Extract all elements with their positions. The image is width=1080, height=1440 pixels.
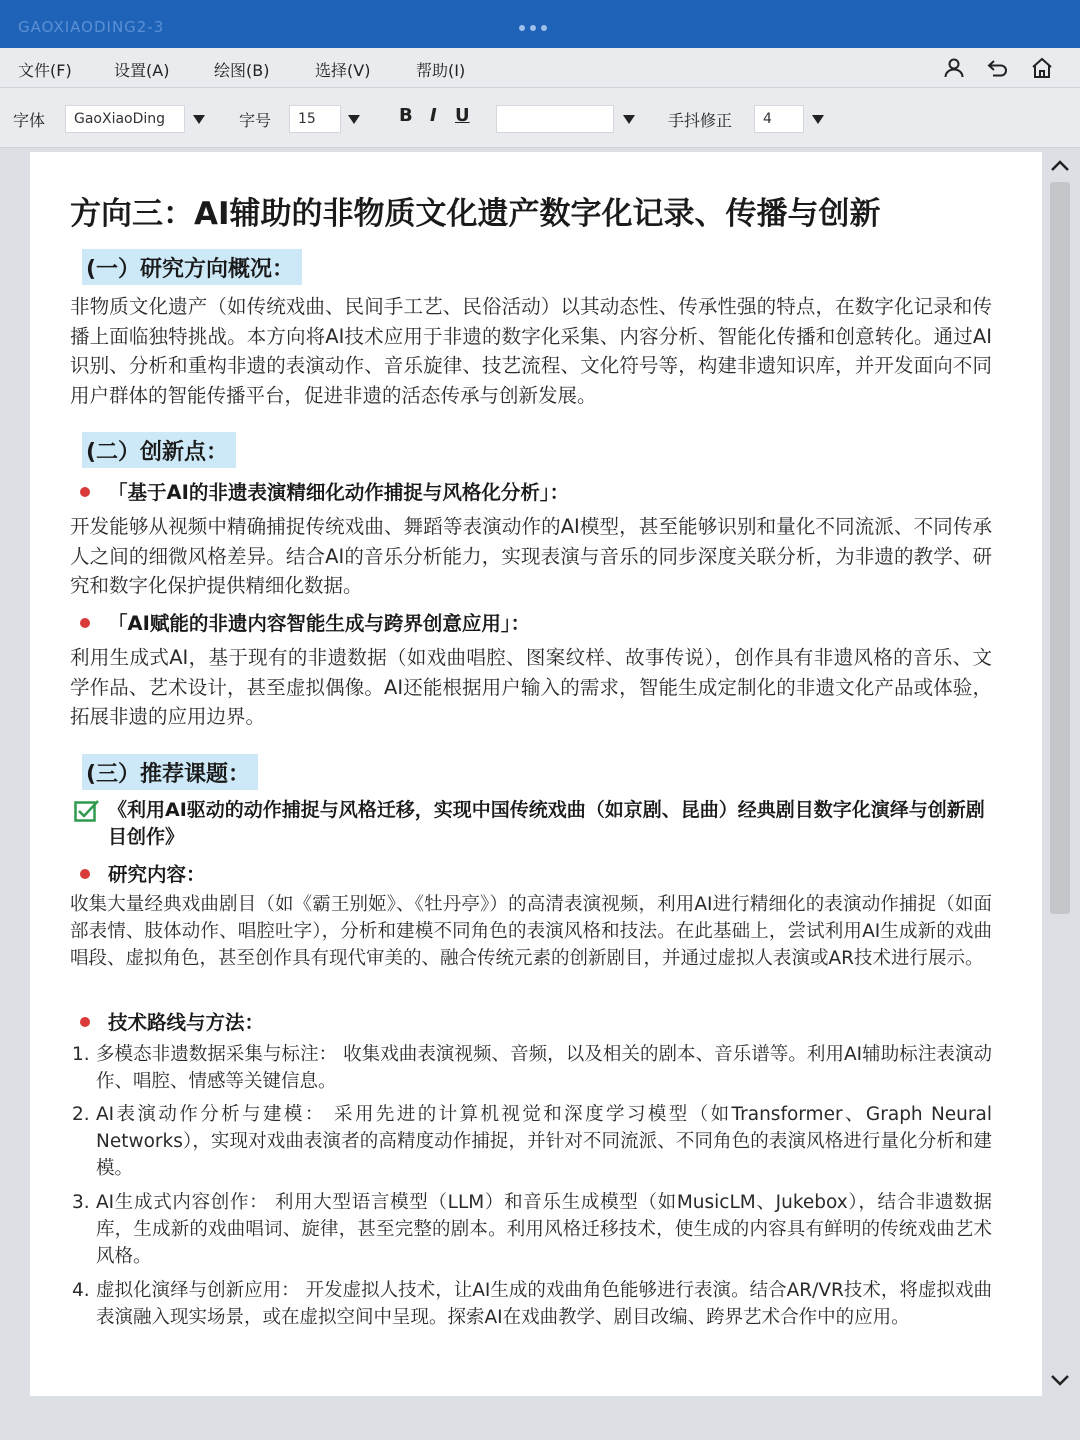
research-content-heading: 研究内容： bbox=[80, 859, 206, 887]
bullet-icon bbox=[80, 618, 90, 628]
section-heading-topics: (三）推荐课题： bbox=[82, 754, 258, 790]
window-title: GAOXIAODING2-3 bbox=[18, 18, 165, 36]
menu-help[interactable]: 帮助(I) bbox=[416, 61, 466, 80]
section-heading-innovation: (二）创新点： bbox=[82, 432, 236, 468]
bullet-icon bbox=[80, 869, 90, 879]
size-label: 字号 bbox=[239, 111, 272, 130]
page-title: 方向三：AI辅助的非物质文化遗产数字化记录、传播与创新 bbox=[70, 196, 881, 232]
method-heading: 技术路线与方法： bbox=[80, 1007, 264, 1035]
innovation-point-2: 「AI赋能的非遗内容智能生成与跨界创意应用」： bbox=[80, 608, 530, 636]
home-icon[interactable] bbox=[1030, 56, 1054, 80]
research-content-paragraph: 收集大量经典戏曲剧目（如《霸王别姬》、《牡丹亭》）的高清表演视频，利用AI进行精细化的表演动作捕捉（如面部表情、肢体动作、唱腔吐字），分析和建模不同角色的表演风格和技法。在此基础上，尝试利用AI生成新的戏曲唱段、虚拟角色，甚至创作具有现代审美的、融合传统元素的创新剧目，并通过虚拟人表演或AR技术进行展示。 bbox=[70, 894, 992, 969]
method-step: 4. 虚拟化演绎与创新应用： 开发虚拟人技术，让AI生成的戏曲角色能够进行表演。结合AR/VR技术，将虚拟戏曲表演融入现实场景，或在虚拟空间中呈现。探索AI在戏曲教学、剧目改编、跨界艺术合作中的应用。 bbox=[72, 1280, 992, 1328]
user-icon[interactable] bbox=[942, 56, 966, 80]
font-dropdown-icon[interactable] bbox=[193, 115, 205, 124]
menu-select[interactable]: 选择(V) bbox=[315, 61, 371, 80]
overview-paragraph: 非物质文化遗产（如传统戏曲、民间手工艺、民俗活动）以其动态性、传承性强的特点，在数字化记录和传播上面临独特挑战。本方向将AI技术应用于非遗的数字化采集、内容分析、智能化传播和创意转化。通过AI识别、分析和重构非遗的表演动作、音乐旋律、技艺流程、文化符号等，构建非遗知识库，并开发面向不同用户群体的智能传播平台，促进非遗的活态传承与创新发展。 bbox=[70, 295, 992, 407]
bullet-icon bbox=[80, 487, 90, 497]
size-dropdown-icon[interactable] bbox=[348, 115, 360, 124]
format-toolbar bbox=[0, 88, 1080, 148]
scroll-up-icon[interactable] bbox=[1048, 154, 1072, 178]
recommended-topic: 《利用AI驱动的动作捕捉与风格迁移，实现中国传统戏曲（如京剧、昆曲）经典剧目数字化演绎与创新剧目创作》 bbox=[74, 797, 994, 851]
menu-bar bbox=[0, 48, 1080, 88]
size-select[interactable]: 15 bbox=[289, 105, 341, 133]
window-options-icon[interactable] bbox=[519, 25, 547, 31]
style-select[interactable] bbox=[496, 105, 614, 133]
method-step: 1. 多模态非遗数据采集与标注： 收集戏曲表演视频、音频，以及相关的剧本、音乐谱等。利用AI辅助标注表演动作、唱腔、情感等关键信息。 bbox=[72, 1044, 992, 1092]
bullet-icon bbox=[80, 1017, 90, 1027]
innovation-paragraph-2: 利用生成式AI，基于现有的非遗数据（如戏曲唱腔、图案纹样、故事传说），创作具有非遗风格的音乐、文学作品、艺术设计，甚至虚拟偶像。AI还能根据用户输入的需求，智能生成定制化的非遗文化产品或体验，拓展非遗的应用边界。 bbox=[70, 646, 992, 728]
menu-settings[interactable]: 设置(A) bbox=[114, 61, 170, 80]
italic-button[interactable]: I bbox=[430, 105, 437, 126]
innovation-paragraph-1: 开发能够从视频中精确捕捉传统戏曲、舞蹈等表演动作的AI模型，甚至能够识别和量化不同流派、不同传承人之间的细微风格差异。结合AI的音乐分析能力，实现表演与音乐的同步深度关联分析，为非遗的教学、研究和数字化保护提供精细化数据。 bbox=[70, 515, 992, 597]
scroll-down-icon[interactable] bbox=[1048, 1368, 1072, 1392]
bold-button[interactable]: B bbox=[399, 105, 413, 126]
title-bar bbox=[0, 0, 1080, 48]
scrollbar-thumb[interactable] bbox=[1050, 182, 1070, 914]
jitter-dropdown-icon[interactable] bbox=[812, 115, 824, 124]
menu-file[interactable]: 文件(F) bbox=[18, 61, 72, 80]
method-step: 3. AI生成式内容创作： 利用大型语言模型（LLM）和音乐生成模型（如MusicLM、Jukebox），结合非遗数据库，生成新的戏曲唱词、旋律，甚至完整的剧本。利用风格迁移技术，使生成的内容具有鲜明的传统戏曲艺术风格。 bbox=[72, 1192, 992, 1267]
style-dropdown-icon[interactable] bbox=[623, 115, 635, 124]
vertical-scrollbar[interactable] bbox=[1044, 150, 1076, 1396]
undo-icon[interactable] bbox=[986, 56, 1010, 80]
menu-draw[interactable]: 绘图(B) bbox=[214, 61, 270, 80]
underline-button[interactable]: U bbox=[455, 105, 470, 126]
font-select[interactable]: GaoXiaoDing bbox=[65, 105, 185, 133]
jitter-label: 手抖修正 bbox=[668, 111, 733, 130]
checkbox-checked-icon bbox=[74, 799, 100, 823]
jitter-select[interactable]: 4 bbox=[754, 105, 804, 133]
section-heading-overview: (一）研究方向概况： bbox=[82, 249, 302, 285]
method-step: 2. AI表演动作分析与建模： 采用先进的计算机视觉和深度学习模型（如Transformer、Graph Neural Networks），实现对戏曲表演者的高精度动作捕捉，并针对不同流派、不同角色的表演风格进行量化分析和建模。 bbox=[72, 1104, 992, 1179]
font-label: 字体 bbox=[13, 111, 46, 130]
innovation-point-1: 「基于AI的非遗表演精细化动作捕捉与风格化分析」： bbox=[80, 477, 569, 505]
document-page[interactable] bbox=[30, 152, 1042, 1396]
